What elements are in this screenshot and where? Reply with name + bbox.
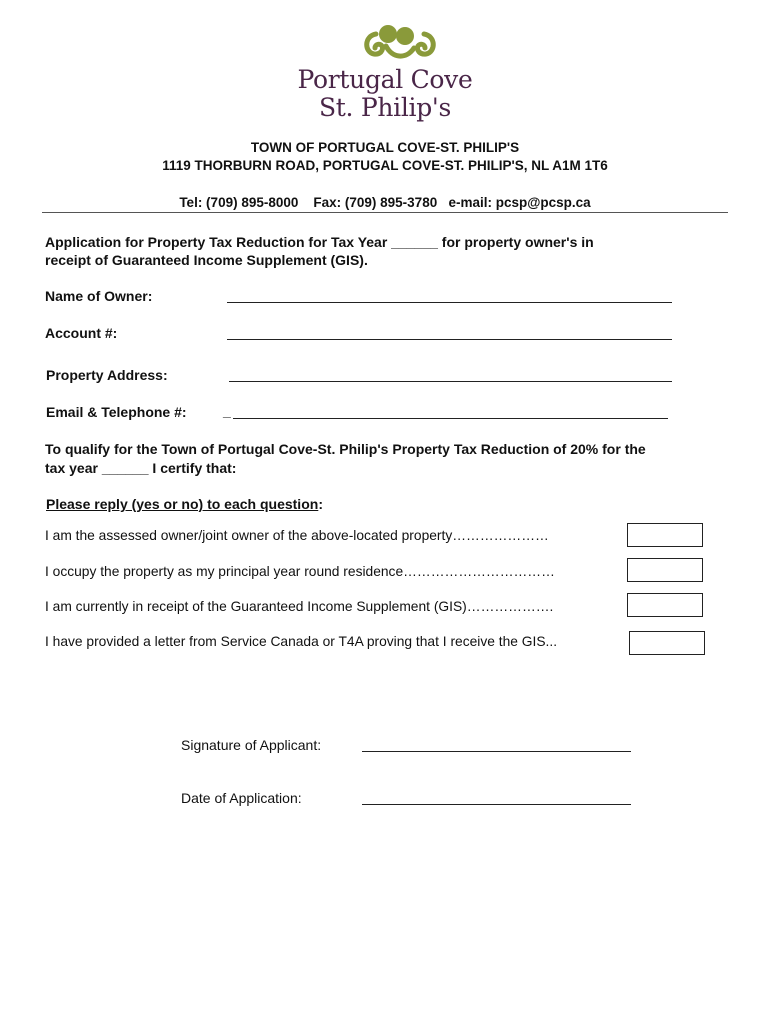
account-number-field[interactable] [227, 339, 672, 340]
answer-box-3[interactable] [627, 593, 703, 617]
intro-line-1: Application for Property Tax Reduction for Tax Year ______ for property owner's in [45, 234, 594, 250]
question-3: I am currently in receipt of the Guaranteed Income Supplement (GIS)………………. [45, 599, 554, 614]
reply-instruction [46, 496, 323, 512]
question-4: I have provided a letter from Service Canada or T4A proving that I receive the GIS... [45, 634, 558, 649]
town-address: 1119 THORBURN ROAD, PORTUGAL COVE-ST. PHILIP'S, NL A1M 1T6 [162, 158, 608, 173]
qualify-line-1: To qualify for the Town of Portugal Cove-St. Philip's Property Tax Reduction of 20% for the [45, 441, 646, 457]
intro-line-2: receipt of Guaranteed Income Supplement (GIS). [45, 252, 368, 268]
town-logo-icon [362, 22, 438, 66]
date-of-application-field[interactable] [362, 804, 631, 805]
email-telephone-field[interactable] [233, 418, 668, 419]
signature-label: Signature of Applicant: [181, 737, 322, 753]
account-number-label: Account #: [45, 325, 118, 341]
town-name: TOWN OF PORTUGAL COVE-ST. PHILIP'S [250, 140, 520, 155]
answer-box-4[interactable] [629, 631, 705, 655]
header-divider [42, 212, 728, 213]
email-telephone-prefix: _ [223, 403, 231, 419]
property-address-label: Property Address: [46, 367, 168, 383]
answer-box-1[interactable] [627, 523, 703, 547]
question-1: I am the assessed owner/joint owner of the above-located property………………… [45, 528, 549, 543]
reply-instruction-colon: : [318, 496, 323, 512]
email-telephone-label: Email & Telephone #: [46, 404, 187, 420]
logo-line-1: Portugal Cove [297, 65, 473, 94]
signature-field[interactable] [362, 751, 631, 752]
contact-info: Tel: (709) 895-8000 Fax: (709) 895-3780 e-mail: pcsp@pcsp.ca [179, 195, 591, 210]
name-of-owner-field[interactable] [227, 302, 672, 303]
reply-instruction-text: Please reply (yes or no) to each question [46, 496, 319, 512]
qualify-line-2: tax year ______ I certify that: [45, 460, 237, 476]
logo-line-2: St. Philip's [318, 93, 452, 122]
answer-box-2[interactable] [627, 558, 703, 582]
date-of-application-label: Date of Application: [181, 790, 302, 806]
property-address-field[interactable] [229, 381, 672, 382]
question-2: I occupy the property as my principal year round residence…………………………… [45, 564, 555, 579]
name-of-owner-label: Name of Owner: [45, 288, 153, 304]
